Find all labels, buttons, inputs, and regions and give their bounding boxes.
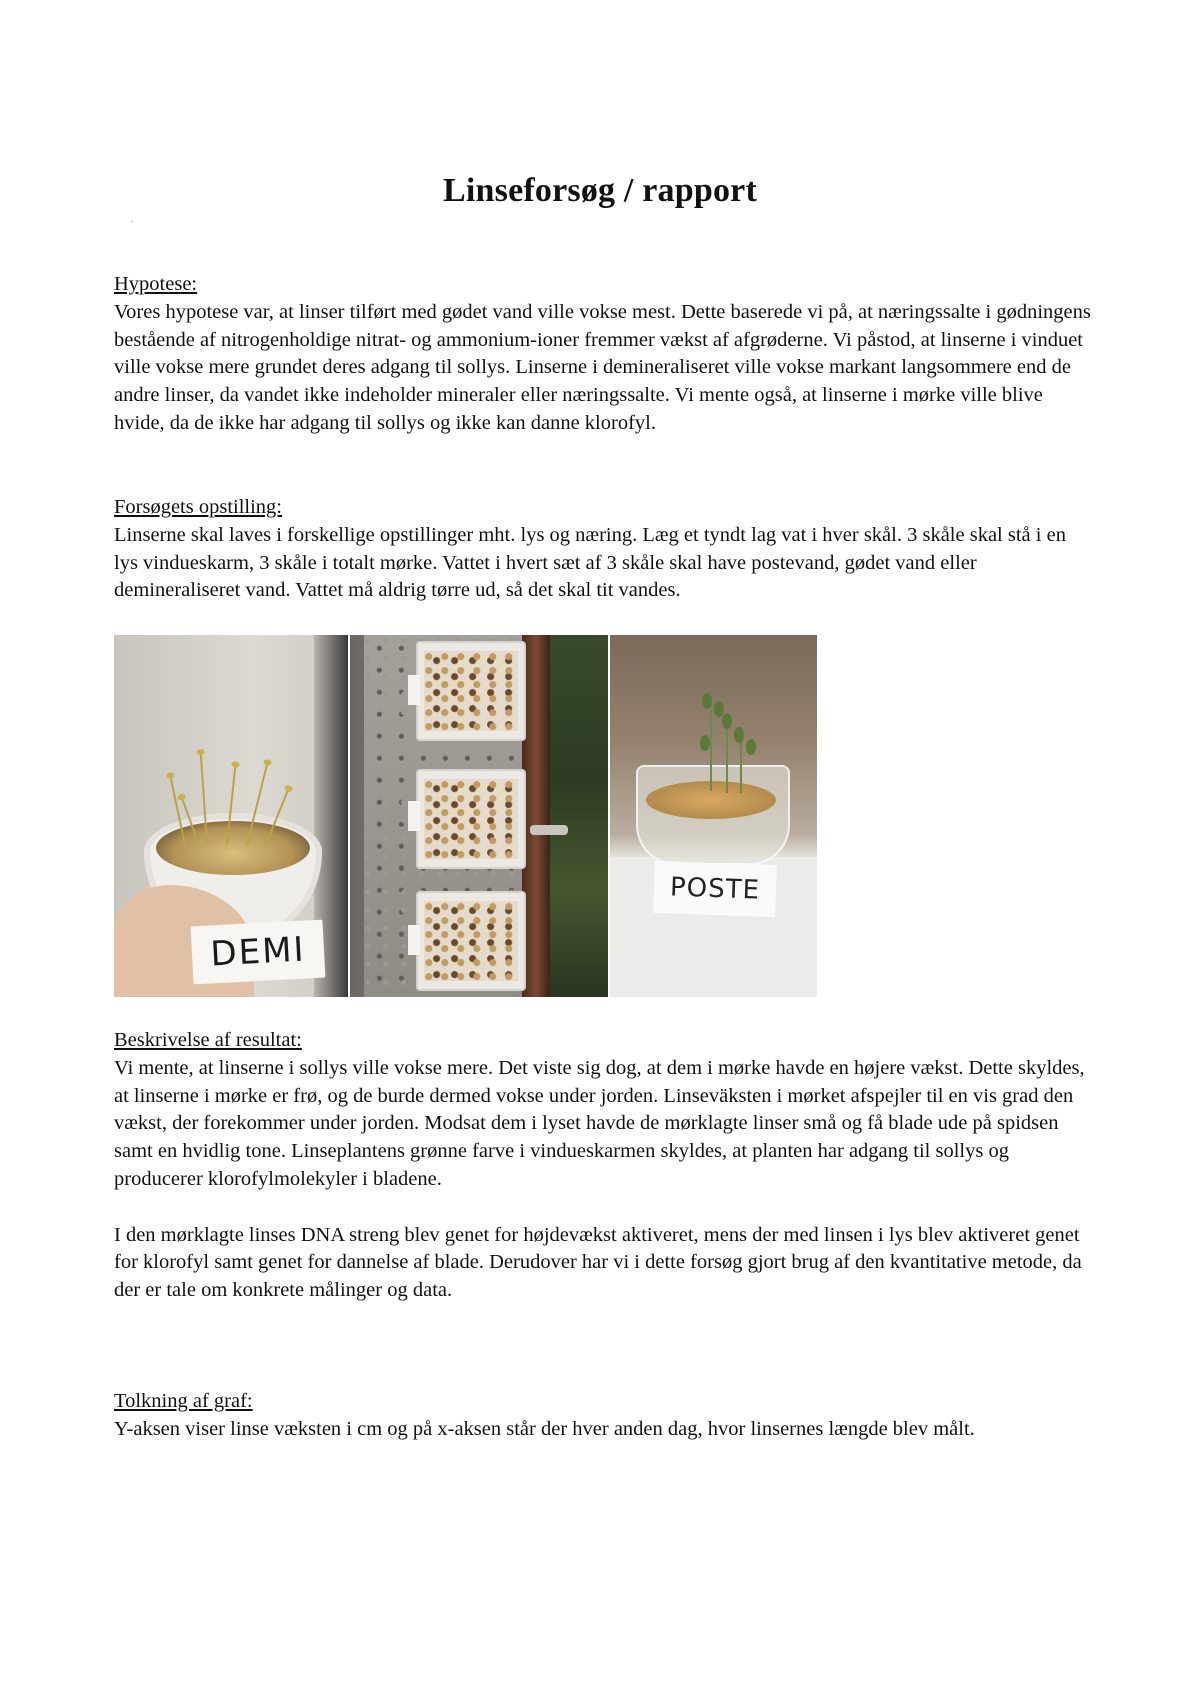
leaf	[734, 727, 744, 743]
tray-tag	[408, 675, 420, 705]
tray-tag	[408, 801, 420, 831]
leaf	[700, 735, 710, 751]
photo-demi-bowl	[114, 635, 348, 997]
document-title: Linseforsøg / rapport	[443, 172, 757, 209]
section-paragraph: Vi mente, at linserne i sollys ville vokse mere. Det viste sig dog, at dem i mørke havde en højere vækst. Dette skyldes, at linserne i mørke er frø, og de burde dermed vokse under jorden. Linseväksten i mørket afspejler til en vis grad den vækst, der forekommer under jorden. Modsat dem i lyset havde de mørklagte linser små og få blade ude på spidsen samt en hvidlig tone. Linseplantens grønne farve i vindueskarmen skyldes, at planten har adgang til sollys og producerer klorofylmolekyler i bladene.	[114, 1056, 1085, 1190]
paragraph-spacer	[114, 1194, 1094, 1222]
leaf	[746, 739, 756, 755]
sprout	[740, 735, 742, 793]
section-heading: Beskrivelse af resultat:	[114, 1029, 302, 1051]
section-resultat	[114, 1027, 1094, 1305]
sprout	[710, 695, 712, 791]
sprout-tray	[416, 891, 526, 991]
photo-poste-jar	[610, 635, 817, 997]
section-paragraph: Linserne skal laves i forskellige opstillinger mht. lys og næring. Læg et tyndt lag vat i hver skål. 3 skåle skal stå i en lys vindueskarm, 3 skåle i totalt mørke. Vattet i hvert sæt af 3 skåle skal have postevand, gødet vand eller demineraliseret vand. Vattet må aldrig tørre ud, så det skal tit vandes.	[114, 523, 1066, 602]
section-opstilling	[114, 494, 1094, 605]
window-frame	[522, 635, 550, 997]
poste-label: POSTE	[653, 861, 777, 917]
experiment-photos	[114, 635, 817, 997]
sprout-tray	[416, 641, 526, 741]
section-heading: Forsøgets opstilling:	[114, 496, 283, 518]
sprout-tray	[416, 769, 526, 869]
section-hypotese	[114, 271, 1094, 438]
leaf	[702, 693, 712, 709]
section-paragraph: I den mørklagte linses DNA streng blev genet for højdevækst aktiveret, mens der med linsen i lys blev aktiveret genet for klorofyl samt genet for dannelse af blade. Derudover har vi i dette forsøg gjort brug af den kvantitative metode, da der er tale om konkrete målinger og data.	[114, 1223, 1082, 1302]
sprouts-bed	[156, 821, 310, 875]
tray-tag	[408, 925, 420, 955]
photo-window-sill	[350, 635, 608, 997]
section-heading: Hypotese:	[114, 273, 198, 295]
demi-label: DEMI	[191, 920, 326, 985]
garden-view	[550, 635, 608, 997]
section-tolkning	[114, 1388, 1094, 1444]
section-paragraph: Y-aksen viser linse væksten i cm og på x-aksen står der hver anden dag, hvor linsernes længde blev målt.	[114, 1417, 975, 1440]
window-handle	[530, 825, 568, 835]
stray-mark: .	[131, 214, 134, 225]
section-paragraph: Vores hypotese var, at linser tilført med gødet vand ville vokse mest. Dette baserede vi på, at næringssalte i gødningens bestående af nitrogenholdige nitrat- og ammonium-ioner fremmer vækst af afgrøderne. Vi påstod, at linserne i vinduet ville vokse mere grundet deres adgang til sollys. Linserne i demineraliseret ville vokse markant langsommere end de andre linser, da vandet ikke indeholder mineraler eller næringssalte. Vi mente også, at linserne i mørke ville blive hvide, da de ikke har adgang til sollys og ikke kan danne klorofyl.	[114, 300, 1091, 434]
section-heading: Tolkning af graf:	[114, 1390, 253, 1412]
leaf	[722, 713, 732, 729]
